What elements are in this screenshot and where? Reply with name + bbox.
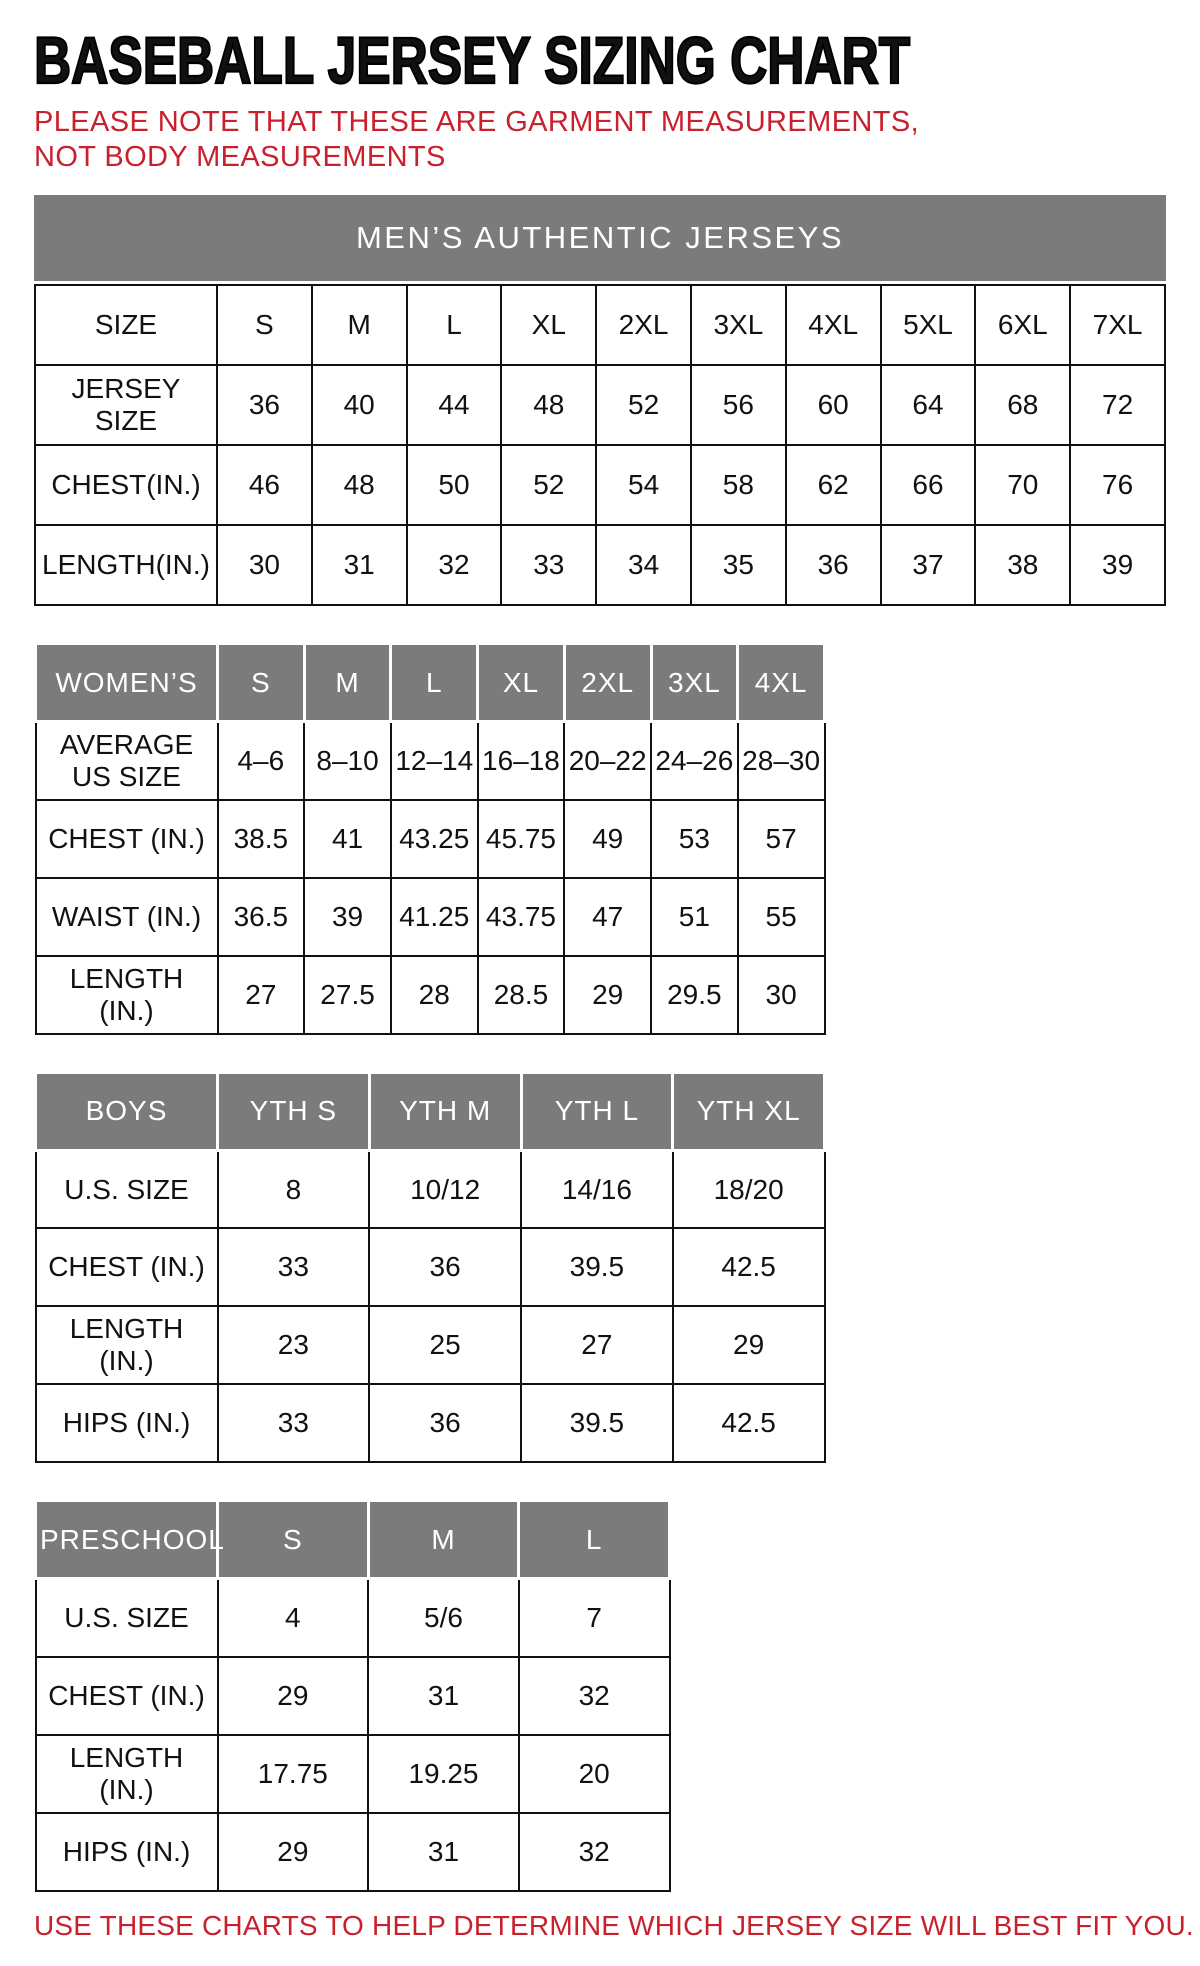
- table-cell: 36: [369, 1228, 521, 1306]
- table-cell: 31: [368, 1813, 519, 1891]
- footer-note: USE THESE CHARTS TO HELP DETERMINE WHICH JERSEY SIZE WILL BEST FIT YOU.: [34, 1909, 1194, 1941]
- table-cell: 37: [881, 525, 976, 605]
- row-label: LENGTH (IN.): [36, 956, 218, 1034]
- header-row: [36, 644, 825, 722]
- table-cell: 29: [218, 1813, 369, 1891]
- mens-sizing-table: [34, 284, 1166, 606]
- table-cell: 57: [738, 800, 825, 878]
- page-title: BASEBALL JERSEY SIZING CHART: [34, 23, 911, 97]
- table-cell: 6XL: [975, 285, 1070, 365]
- table-cell: 31: [312, 525, 407, 605]
- row-label: HIPS (IN.): [36, 1813, 218, 1891]
- row-label: HIPS (IN.): [36, 1384, 218, 1462]
- table-cell: 25: [369, 1306, 521, 1384]
- table-cell: 17.75: [218, 1735, 369, 1813]
- table-cell: 45.75: [478, 800, 565, 878]
- table-cell: 12–14: [391, 722, 478, 800]
- table-cell: S: [217, 285, 312, 365]
- table-cell: 28–30: [738, 722, 825, 800]
- table-row: [36, 1813, 670, 1891]
- table-cell: 36.5: [218, 878, 305, 956]
- row-label: LENGTH(IN.): [35, 525, 217, 605]
- table-cell: 68: [975, 365, 1070, 445]
- table-cell: 54: [596, 445, 691, 525]
- table-cell: 14/16: [521, 1150, 673, 1228]
- table-cell: 38.5: [218, 800, 305, 878]
- table-cell: 28: [391, 956, 478, 1034]
- table-cell: 3XL: [691, 285, 786, 365]
- table-cell: 30: [217, 525, 312, 605]
- preschool-sizing-table: [34, 1499, 671, 1892]
- table-cell: 55: [738, 878, 825, 956]
- column-header: L: [519, 1501, 670, 1579]
- table-cell: 30: [738, 956, 825, 1034]
- table-row: [36, 1228, 825, 1306]
- table-cell: 4XL: [786, 285, 881, 365]
- row-label: CHEST (IN.): [36, 800, 218, 878]
- mens-table-banner: MEN’S AUTHENTIC JERSEYS: [34, 195, 1166, 281]
- row-label: CHEST (IN.): [36, 1657, 218, 1735]
- table-cell: 4: [218, 1579, 369, 1657]
- row-label: JERSEY SIZE: [35, 365, 217, 445]
- table-row: [36, 1384, 825, 1462]
- row-label: WAIST (IN.): [36, 878, 218, 956]
- row-label: U.S. SIZE: [36, 1579, 218, 1657]
- table-cell: 52: [501, 445, 596, 525]
- table-cell: 48: [501, 365, 596, 445]
- column-header: S: [218, 644, 305, 722]
- table-cell: 39.5: [521, 1384, 673, 1462]
- table-cell: 8: [218, 1150, 370, 1228]
- column-header: YTH L: [521, 1072, 673, 1150]
- table-row: [36, 1579, 670, 1657]
- table-row: [36, 956, 825, 1034]
- boys-sizing-table: [34, 1071, 826, 1464]
- table-cell: 36: [369, 1384, 521, 1462]
- row-label: LENGTH (IN.): [36, 1306, 218, 1384]
- table-cell: 47: [564, 878, 651, 956]
- table-cell: L: [407, 285, 502, 365]
- table-cell: 24–26: [651, 722, 738, 800]
- table-cell: 43.75: [478, 878, 565, 956]
- row-label: SIZE: [35, 285, 217, 365]
- table-cell: 72: [1070, 365, 1165, 445]
- table-cell: 32: [407, 525, 502, 605]
- table-cell: 23: [218, 1306, 370, 1384]
- table-cell: 41.25: [391, 878, 478, 956]
- table-cell: 56: [691, 365, 786, 445]
- table-row: [36, 722, 825, 800]
- table-cell: 66: [881, 445, 976, 525]
- table-row: [36, 878, 825, 956]
- table-cell: 7: [519, 1579, 670, 1657]
- table-row: [36, 1306, 825, 1384]
- row-label: CHEST(IN.): [35, 445, 217, 525]
- column-header: XL: [478, 644, 565, 722]
- table-cell: 4–6: [218, 722, 305, 800]
- table-cell: 42.5: [673, 1228, 825, 1306]
- table-cell: XL: [501, 285, 596, 365]
- table-title-cell: PRESCHOOL: [36, 1501, 218, 1579]
- table-cell: 33: [218, 1384, 370, 1462]
- row-label: LENGTH (IN.): [36, 1735, 218, 1813]
- womens-sizing-table: [34, 642, 826, 1035]
- table-row: [35, 525, 1165, 605]
- table-cell: 5/6: [368, 1579, 519, 1657]
- table-row: [36, 1735, 670, 1813]
- table-cell: 39: [1070, 525, 1165, 605]
- table-cell: 28.5: [478, 956, 565, 1034]
- table-cell: 31: [368, 1657, 519, 1735]
- table-row: [35, 365, 1165, 445]
- table-cell: 60: [786, 365, 881, 445]
- table-cell: 20–22: [564, 722, 651, 800]
- column-header: 2XL: [564, 644, 651, 722]
- table-cell: 32: [519, 1657, 670, 1735]
- table-cell: 19.25: [368, 1735, 519, 1813]
- table-cell: 50: [407, 445, 502, 525]
- table-cell: 39.5: [521, 1228, 673, 1306]
- table-cell: 33: [218, 1228, 370, 1306]
- table-cell: 48: [312, 445, 407, 525]
- table-cell: 29.5: [651, 956, 738, 1034]
- row-label: CHEST (IN.): [36, 1228, 218, 1306]
- row-label: U.S. SIZE: [36, 1150, 218, 1228]
- column-header: YTH M: [369, 1072, 521, 1150]
- table-cell: 8–10: [304, 722, 391, 800]
- table-cell: 40: [312, 365, 407, 445]
- table-cell: 20: [519, 1735, 670, 1813]
- table-cell: 18/20: [673, 1150, 825, 1228]
- row-label: AVERAGE US SIZE: [36, 722, 218, 800]
- column-header: YTH S: [218, 1072, 370, 1150]
- table-cell: 51: [651, 878, 738, 956]
- table-cell: 34: [596, 525, 691, 605]
- table-cell: 27.5: [304, 956, 391, 1034]
- table-cell: 2XL: [596, 285, 691, 365]
- header-row: [36, 1501, 670, 1579]
- table-cell: 29: [218, 1657, 369, 1735]
- table-cell: 43.25: [391, 800, 478, 878]
- table-cell: 5XL: [881, 285, 976, 365]
- table-cell: 29: [673, 1306, 825, 1384]
- table-cell: 39: [304, 878, 391, 956]
- table-row: [36, 1150, 825, 1228]
- table-cell: 27: [521, 1306, 673, 1384]
- table-row: [35, 445, 1165, 525]
- table-cell: 49: [564, 800, 651, 878]
- table-cell: 38: [975, 525, 1070, 605]
- table-cell: 62: [786, 445, 881, 525]
- table-cell: 52: [596, 365, 691, 445]
- table-title-cell: BOYS: [36, 1072, 218, 1150]
- table-cell: 53: [651, 800, 738, 878]
- table-cell: 46: [217, 445, 312, 525]
- header-row: [36, 1072, 825, 1150]
- column-header: YTH XL: [673, 1072, 825, 1150]
- table-cell: 10/12: [369, 1150, 521, 1228]
- table-cell: 35: [691, 525, 786, 605]
- table-cell: 76: [1070, 445, 1165, 525]
- column-header: M: [368, 1501, 519, 1579]
- column-header: S: [218, 1501, 369, 1579]
- table-cell: 44: [407, 365, 502, 445]
- table-cell: 36: [217, 365, 312, 445]
- table-cell: 64: [881, 365, 976, 445]
- table-cell: 32: [519, 1813, 670, 1891]
- table-cell: 41: [304, 800, 391, 878]
- column-header: M: [304, 644, 391, 722]
- table-cell: 7XL: [1070, 285, 1165, 365]
- table-cell: 36: [786, 525, 881, 605]
- table-cell: M: [312, 285, 407, 365]
- table-row: [35, 285, 1165, 365]
- table-cell: 58: [691, 445, 786, 525]
- column-header: 4XL: [738, 644, 825, 722]
- table-cell: 16–18: [478, 722, 565, 800]
- table-cell: 33: [501, 525, 596, 605]
- measurement-note: PLEASE NOTE THAT THESE ARE GARMENT MEASUREMENTS, NOT BODY MEASUREMENTS: [34, 105, 920, 173]
- table-row: [36, 1657, 670, 1735]
- table-cell: 42.5: [673, 1384, 825, 1462]
- table-row: [36, 800, 825, 878]
- table-cell: 70: [975, 445, 1070, 525]
- table-cell: 27: [218, 956, 305, 1034]
- column-header: L: [391, 644, 478, 722]
- table-title-cell: WOMEN’S: [36, 644, 218, 722]
- table-cell: 29: [564, 956, 651, 1034]
- column-header: 3XL: [651, 644, 738, 722]
